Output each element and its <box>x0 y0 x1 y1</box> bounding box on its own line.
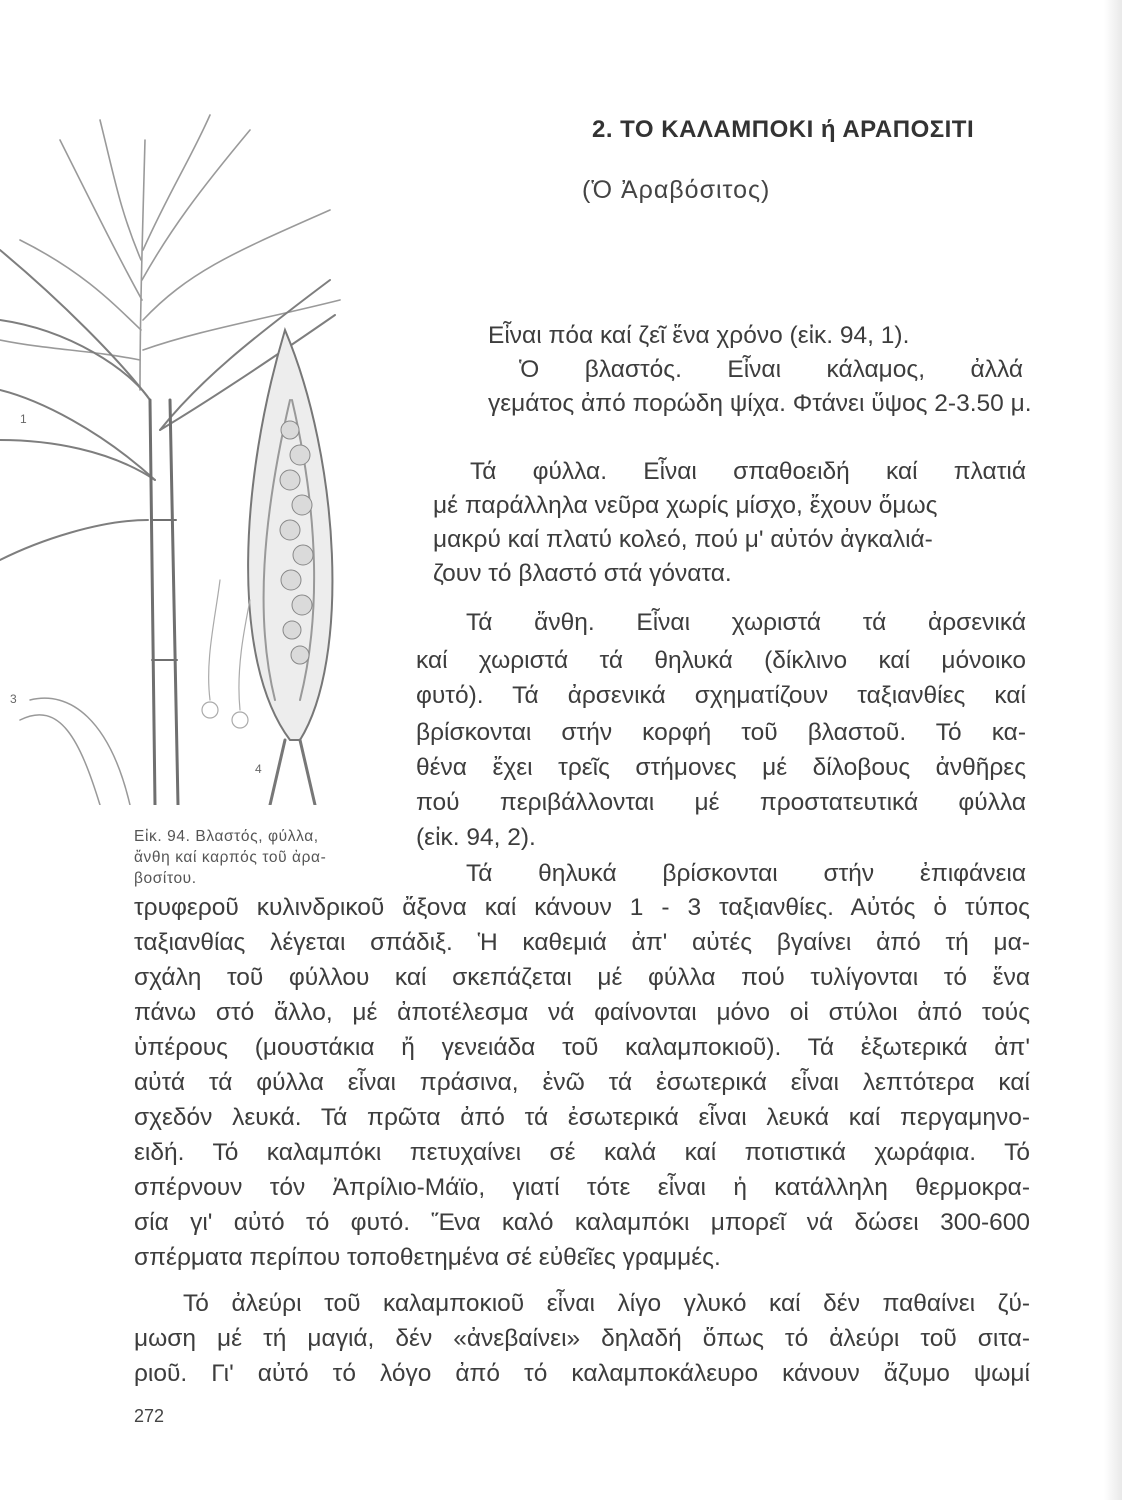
body-line: ταξιανθίας λέγεται σπάδιξ. Ἡ καθεμιά ἀπ' αὐτές βγαίνει ἀπό τή μα- <box>134 929 1030 956</box>
detail-4-drawing <box>202 580 250 728</box>
body-line: φυτό). Τά ἀρσενικά σχηματίζουν ταξιανθίες καί <box>416 682 1026 709</box>
body-line: γεμάτος ἀπό πορώδη ψίχα. Φτάνει ὕψος 2-3.50 μ. <box>488 390 1032 417</box>
section-title: 2. ΤΟ ΚΑΛΑΜΠΟΚΙ ή ΑΡΑΠΟΣΙΤΙ <box>592 116 975 143</box>
detail-3-drawing <box>20 698 130 805</box>
stalk-drawing <box>150 400 178 805</box>
body-line: σχεδόν λευκά. Τά πρῶτα ἀπό τά ἐσωτερικά εἶναι λευκά καί περγαμηνο- <box>134 1104 1030 1131</box>
body-line: θένα ἔχει τρεῖς στήμονες μέ δίλοβους ἀνθῆρες <box>416 754 1026 781</box>
body-line: βρίσκονται στήν κορφή τοῦ βλαστοῦ. Τό κα- <box>416 719 1026 746</box>
body-line: Ὁ βλαστός. Εἶναι κάλαμος, ἀλλά <box>519 356 1023 383</box>
body-line: πάνω στό ἄλλο, μέ ἀποτέλεσμα νά φαίνονται μόνο οἱ στύλοι ἀπό τούς <box>134 999 1030 1026</box>
page-edge-shadow <box>1104 0 1122 1500</box>
figure-number-3: 3 <box>10 692 17 706</box>
body-line: Τά φύλλα. Εἶναι σπαθοειδή καί πλατιά <box>470 458 1026 485</box>
body-line: ριοῦ. Γι' αὐτό τό λόγο ἀπό τό καλαμποκάλευρο κάνουν ἄζυμο ψωμί <box>134 1360 1030 1387</box>
body-line: μέ παράλληλα νεῦρα χωρίς μίσχο, ἔχουν ὅμως <box>433 492 938 519</box>
figure-caption-line: ἄνθη καί καρπός τοῦ ἀρα- <box>134 849 327 866</box>
body-line: Τά θηλυκά βρίσκονται στήν ἐπιφάνεια <box>466 860 1026 887</box>
body-line: Εἶναι πόα καί ζεῖ ἕνα χρόνο (εἰκ. 94, 1). <box>488 322 910 349</box>
body-line: πού περιβάλλονται μέ προστατευτικά φύλλα <box>416 789 1026 816</box>
body-line: ζουν τό βλαστό στά γόνατα. <box>433 560 732 587</box>
body-line: μωση μέ τή μαγιά, δέν «ἀνεβαίνει» δηλαδή ὅπως τό ἀλεύρι τοῦ σιτα- <box>134 1325 1030 1352</box>
figure-number-4: 4 <box>255 762 262 776</box>
body-line: ὑπέρους (μουστάκια ἤ γενειάδα τοῦ καλαμποκιοῦ). Τά ἐξωτερικά ἀπ' <box>134 1034 1030 1061</box>
page-number: 272 <box>134 1406 165 1426</box>
body-line: μακρύ καί πλατύ κολεό, πού μ' αὐτόν ἀγκαλιά- <box>433 526 933 553</box>
body-line: Τό ἀλεύρι τοῦ καλαμποκιοῦ εἶναι λίγο γλυκό καί δέν παθαίνει ζύ- <box>183 1290 1030 1317</box>
figure-number-1: 1 <box>20 412 27 426</box>
body-line: σπέρνουν τόν Ἀπρίλιο-Μάϊο, γιατί τότε εἶναι ἡ κατάλληλη θερμοκρα- <box>134 1174 1030 1201</box>
body-line: αὐτά τά φύλλα εἶναι πράσινα, ἐνῶ τά ἐσωτερικά εἶναι λεπτότερα καί <box>134 1069 1030 1096</box>
body-line: σπέρματα περίπου τοποθετημένα σέ εὐθεῖες γραμμές. <box>134 1244 721 1271</box>
corn-plant-illustration <box>0 100 385 805</box>
body-line: καί χωριστά τά θηλυκά (δίκλινο καί μόνοικο <box>416 647 1026 674</box>
body-line: (εἰκ. 94, 2). <box>416 824 536 851</box>
ear-drawing <box>248 330 332 805</box>
body-line: σία γι' αὐτό τό φυτό. Ἕνα καλό καλαμπόκι μπορεῖ νά δώσει 300-600 <box>134 1209 1030 1236</box>
body-line: Τά ἄνθη. Εἶναι χωριστά τά ἀρσενικά <box>466 609 1026 636</box>
body-line: σχάλη τοῦ φύλλου καί σκεπάζεται μέ φύλλα πού τυλίγονται τό ἕνα <box>134 964 1030 991</box>
body-line: ειδή. Τό καλαμπόκι πετυχαίνει σέ καλά καί ποτιστικά χωράφια. Τό <box>134 1139 1030 1166</box>
body-line: τρυφεροῦ κυλινδρικοῦ ἄξονα καί κάνουν 1 - 3 ταξιανθίες. Αὐτός ὁ τύπος <box>134 894 1030 921</box>
section-subtitle: (Ὁ Ἀραβόσιτος) <box>582 176 771 204</box>
figure-caption-line: βοσίτου. <box>134 870 197 887</box>
figure-caption-line: Εἰκ. 94. Βλαστός, φύλλα, <box>134 828 319 845</box>
